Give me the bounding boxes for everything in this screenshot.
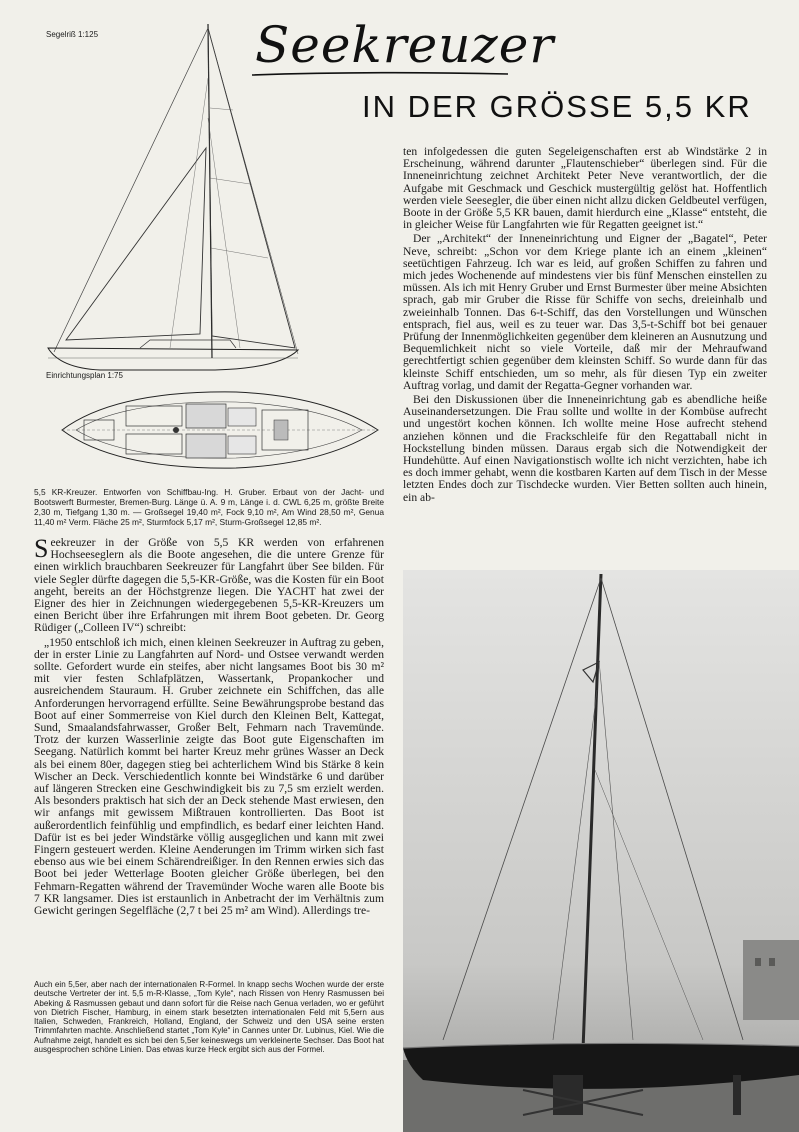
page-subtitle: IN DER GRÖSSE 5,5 KR xyxy=(362,89,752,124)
drop-cap: S xyxy=(34,534,49,563)
sail-plan-label: Segelriß 1:125 xyxy=(46,30,99,39)
left-paragraph-1: eekreuzer in der Größe von 5,5 KR werden von erfahrenen Hochseeseglern als die Boote angesehen, die die untere Grenze für einen wirklich brauchbaren Seekreuzer für Langfahrt über See bilden. Für viele Segler dürfte dagegen die 5,5-KR-Größe, was die Kosten für ein Boot angeht, bereits an der Höchstgrenze liegen. Die YACHT hat zwei der Eigner des hier in Zeichnungen wiedergegebenen 5,5-KR-Kreuzers um einen Bericht über ihre Erfahrungen mit ihrem Boot gebeten. Dr. Georg Rüdiger („Colleen IV“) schreibt: xyxy=(34,536,384,635)
yacht-photo xyxy=(403,570,799,1132)
right-article xyxy=(403,146,767,506)
interior-plan-label: Einrichtungsplan 1:75 xyxy=(46,371,123,380)
specs-caption: 5,5 KR-Kreuzer. Entworfen von Schiffbau-Ing. H. Gruber. Erbaut von der Jacht- und Bootswerft Burmester, Bremen-Burg. Länge ü. A. 9 m, Länge i. d. CWL 6,25 m, größte Breite 2,30 m, Tiefgang 1,30 m. — Großsegel 19,40 m², Fock 9,10 m², Am Wind 28,50 m², Genua 11,40 m² Verm. Fläche 25 m², Sturmfock 5,17 m², Sturm-Großsegel 12,85 m². xyxy=(34,487,384,527)
photo-caption: Auch ein 5,5er, aber nach der internationalen R-Formel. In knapp sechs Wochen wurde der erste deutsche Vertreter der int. 5,5 m-R-Klasse, „Tom Kyle“, nach Rissen von Henry Rasmussen bei Abeking & Rasmussen gebaut und dann sofort für die Reise nach Genua verladen, wo er geführt von Dietrich Fischer, Hamburg, in einem stark besetzten internationalen Feld mit 5,5ern aus Italien, Schweden, Frankreich, Holland, England, der Schweiz und den USA seine ersten Trimmfahrten machte. Anschließend startet „Tom Kyle“ in Cannes unter Dr. Lubinus, Kiel. Wie die Aufnahme zeigt, handelt es sich bei den 5,5er keineswegs um verkleinerte Sechser. Das Boot hat ausgesprochen schöne Linien. Das etwas kurze Heck ergibt sich aus der Formel. xyxy=(34,980,384,1055)
right-paragraph-2: Der „Architekt“ der Inneneinrichtung und Eigner der „Bagatel“, Peter Neve, schreibt: „Schon vor dem Kriege plante ich an einem „kleinen“ seetüchtigen Fahrzeug. Ich war es leid, auf großen Schiffen zu fahren und mich jedes Wochenende auf mindestens vier bis fünf Menschen einstellen zu müssen. Als ich mit Henry Gruber und Ernst Burmester über meine Absichten sprach, gab mir Gruber die Risse für Schiffe von sechs, dreieinhalb und zweieinhalb Tonnen. Das 6-t-Schiff, das den Vorstellungen und Wünschen entsprach, fiel aus, weil es zu teuer war. Das 3,5-t-Schiff bot bei genauer Prüfung der Innenmöglichkeiten gegenüber dem kleineren an Ausnutzung und Bequemlichkeit nicht so viele Vorteile, daß mir der Mehraufwand gerechtfertigt schien gegenüber dem kleinsten Schiff. So wurde dann für das kleinste Schiff entschieden, um so mehr, als für diesen Typ ein zweiter Auftrag vorlag, und damit der Regatta-Gegner vorhanden war. xyxy=(403,232,767,392)
sail-plan-drawing xyxy=(40,18,300,373)
left-article xyxy=(34,534,384,919)
right-paragraph-1: ten infolgedessen die guten Segeleigenschaften erst ab Windstärke 2 in Erscheinung, während darunter „Flautenschieber“ überlegen sind. Für die Inneneinrichtung zeichnet Architekt Peter Neve verantwortlich, der die Aufgabe mit Geschmack und Geschick mustergültig gelöst hat. Hoffentlich werden viele Seesegler, die über einen nicht allzu dicken Geldbeutel verfügen, Boote in der Größe 5,5 KR bauen, damit hierdurch eine „Klasse“ entsteht, die in gleicher Weise für Langfahrten wie für Regatten geeignet ist.“ xyxy=(403,145,767,232)
page-title: Seekreuzer xyxy=(255,16,555,74)
interior-plan-drawing xyxy=(56,384,384,472)
left-paragraph-2: „1950 entschloß ich mich, einen kleinen Seekreuzer in Auftrag zu geben, der in erster Linie zu Langfahrten auf Nord- und Ostsee verwandt werden sollte. Gefordert wurde ein steifes, aber nicht langsames Boot bis 30 m² mit vier festen Schlafplätzen, Wassertank, Propankocher und ausreichendem Stauraum. H. Gruber zeichnete ein Schiffchen, das alle Anforderungen hervorragend erfüllte. Seine Bewährungsprobe bestand das Boot auf einer Sommerreise von Kiel durch den Kleinen Belt, Kattegat, Sund, Smaalandsfahrwasser, Großer Belt, Fehmarn nach Travemünde. Trotz der kurzen Wasserlinie zeigte das Boot gute Eigenschaften im Seegang. Natürlich kommt bei harter Kreuz mehr grünes Wasser an Deck als bei einem 80er, dagegen stieg bei achterlichem Wind bis Stärke 8 kein Wischer an Deck. Verschiedentlich konnte bei Windstärke 6 und darüber auf längeren Strecken eine Geschwindigkeit bis zu 7,5 sm erzielt werden. Als besonders praktisch hat sich der an Deck stehende Mast erwiesen, den wir anfangs mit gewissem Mißtrauen kontrollierten. Das Boot ist außerordentlich feinfühlig und empfindlich, es bedarf einer leichten Hand. Dafür ist es bei jeder Windstärke völlig ausgeglichen und kann mit zwei Fingern gesteuert werden. Kleine Aenderungen im Trimm wirken sich fast ebenso aus wie bei einem Schärendreißiger. In den Rennen erwies sich das Boot bei jeder Wetterlage Booten gleicher Größe überlegen, bei den Fehmarn-Regatten während der Travemünder Woche waren alle Boote bis 7 KR langsamer. Dies ist erstaunlich in Anbetracht der im Verhältnis zum Gewicht geringen Segelfläche (2,7 t bei 25 m² am Wind). Allerdings tre- xyxy=(34,635,384,918)
right-paragraph-3: Bei den Diskussionen über die Inneneinrichtung gab es abendliche heiße Auseinandersetzungen. Die Frau sollte und wollte in der Kombüse aufrecht und ungestört kochen können. Ich wollte meine Hose aufrecht stehend anziehen können und die Frackschleife für den Regattaball nicht in Hockstellung binden müssen. Daraus ergab sich die Notwendigkeit der Hundehütte. Auf einen Navigationstisch wollte ich nicht verzichten, habe ich es doch immer gehabt, wenn die kostbaren Karten auf dem Tisch in der Messe letzten Endes doch zur Tischdecke wurden. Vier Betten sollten auch hinein, ein ab- xyxy=(403,393,767,504)
